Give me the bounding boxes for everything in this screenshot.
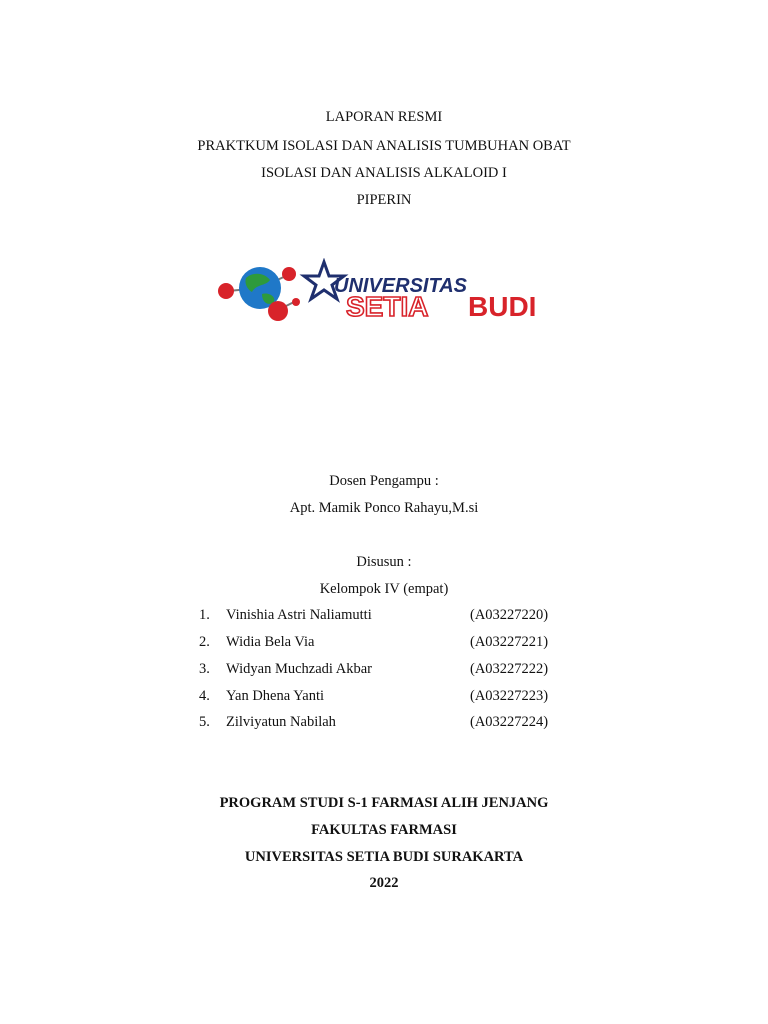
member-name: Widia Bela Via xyxy=(226,634,315,650)
university-logo xyxy=(212,258,564,326)
footer-program: PROGRAM STUDI S-1 FARMASI ALIH JENJANG xyxy=(219,795,549,811)
atom-shape xyxy=(282,267,296,281)
atom-shape xyxy=(218,283,234,299)
member-name: Yan Dhena Yanti xyxy=(226,688,325,704)
lecturer-name: Apt. Mamik Ponco Rahayu,M.si xyxy=(289,500,479,516)
member-nim: (A03227220) xyxy=(470,607,549,623)
footer-year: 2022 xyxy=(369,875,399,891)
member-number: 4. xyxy=(199,688,210,704)
title-line-4: PIPERIN xyxy=(356,192,412,208)
member-row xyxy=(0,660,768,678)
atom-shape xyxy=(268,301,288,321)
title-line-1: LAPORAN RESMI xyxy=(325,109,443,125)
member-nim: (A03227224) xyxy=(470,714,549,730)
member-number: 1. xyxy=(199,607,210,623)
title-line-2: PRAKTKUM ISOLASI DAN ANALISIS TUMBUHAN OBAT xyxy=(197,138,571,154)
logo-word-bottom-a: SETIA xyxy=(346,291,429,322)
lecturer-label: Dosen Pengampu : xyxy=(329,473,439,489)
footer-faculty: FAKULTAS FARMASI xyxy=(311,822,457,838)
member-row xyxy=(0,606,768,624)
member-name: Vinishia Astri Naliamutti xyxy=(226,607,372,623)
member-nim: (A03227223) xyxy=(470,688,549,704)
logo-word-bottom-b: BUDI xyxy=(468,291,537,322)
atom-shape xyxy=(292,298,300,306)
member-nim: (A03227222) xyxy=(470,661,549,677)
logo-word-top: UNIVERSITAS xyxy=(334,275,467,297)
group-name: Kelompok IV (empat) xyxy=(319,581,449,597)
member-row xyxy=(0,713,768,731)
authors-label: Disusun : xyxy=(356,554,412,570)
logo-graphic xyxy=(212,258,564,326)
title-line-3: ISOLASI DAN ANALISIS ALKALOID I xyxy=(261,165,507,181)
footer-university: UNIVERSITAS SETIA BUDI SURAKARTA xyxy=(244,849,524,865)
member-name: Widyan Muchzadi Akbar xyxy=(226,661,372,677)
member-name: Zilviyatun Nabilah xyxy=(226,714,336,730)
member-number: 3. xyxy=(199,661,210,677)
member-row xyxy=(0,633,768,651)
member-number: 2. xyxy=(199,634,210,650)
member-nim: (A03227221) xyxy=(470,634,549,650)
member-number: 5. xyxy=(199,714,210,730)
member-row xyxy=(0,687,768,705)
